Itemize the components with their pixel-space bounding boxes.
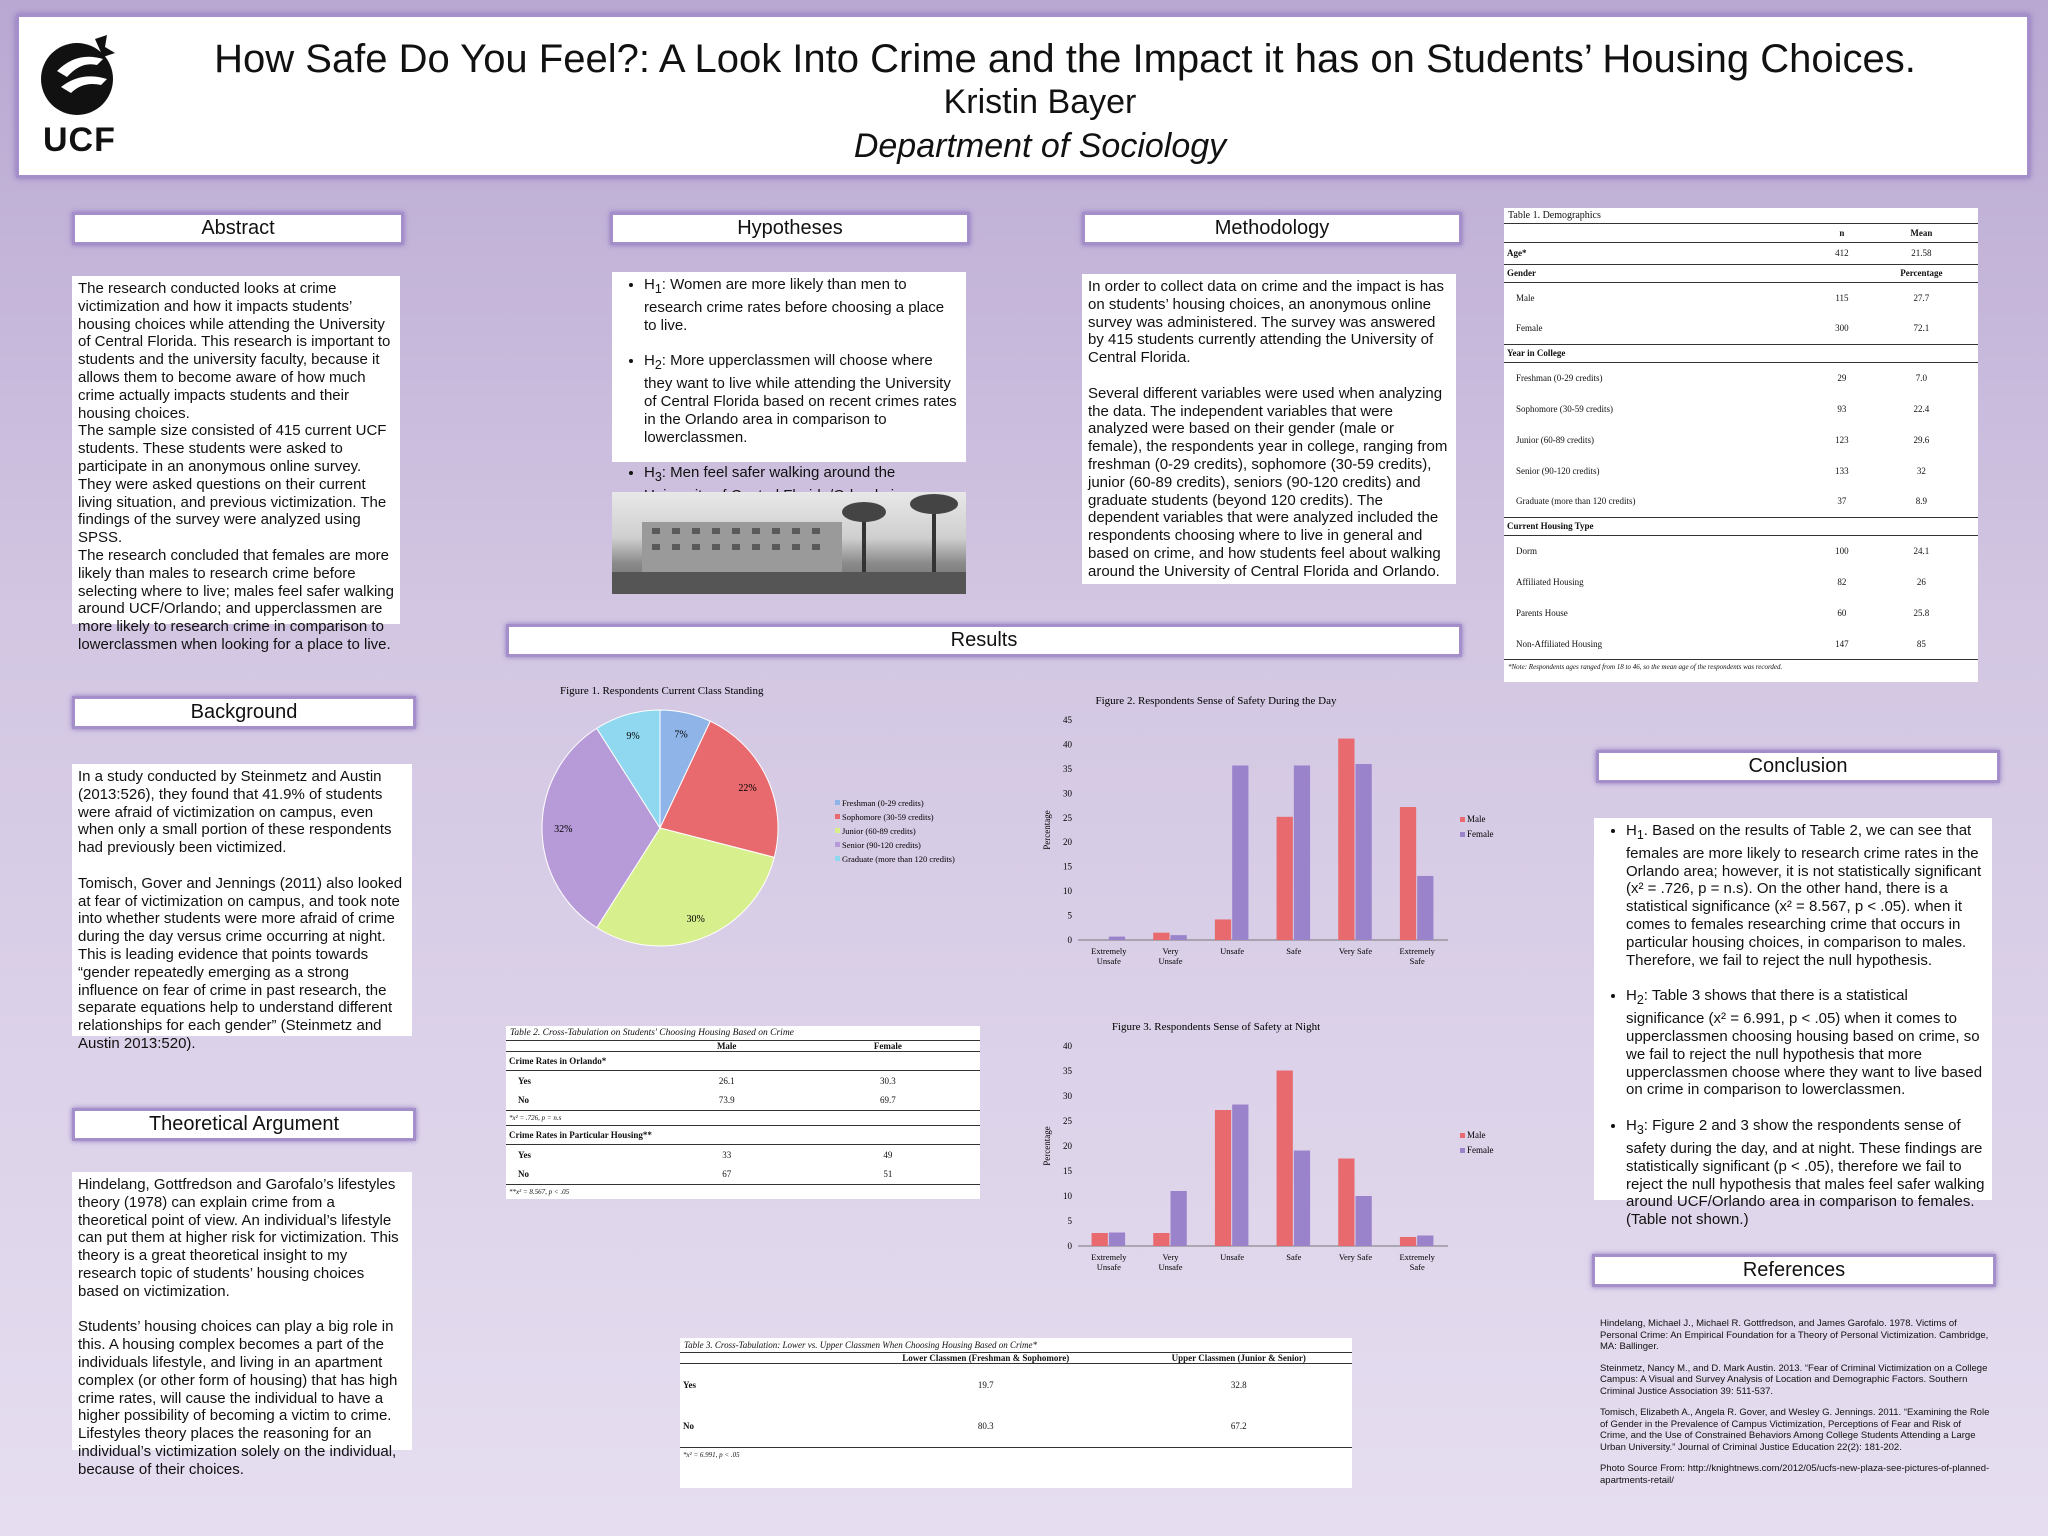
table2-row-label: No [518, 1169, 529, 1180]
figure2-legend-label: Male [1467, 814, 1486, 824]
figure3-category-label: Extremely [1091, 1252, 1127, 1262]
figure3-legend-swatch [1460, 1148, 1465, 1153]
table2-col-female: Female [873, 1041, 902, 1051]
figure3-category-label: Safe [1286, 1252, 1302, 1262]
abstract-text [72, 276, 400, 653]
table2-group2-note: **x² = 8.567, p < .05 [509, 1188, 570, 1196]
figure3-bar [1092, 1233, 1108, 1246]
table1-cell: 147 [1835, 638, 1849, 649]
figure1-pie-chart [540, 678, 1000, 968]
table3-col-lower: Lower Classmen (Freshman & Sophomore) [902, 1353, 1070, 1363]
figure2-bar [1215, 919, 1231, 940]
ucf-logo [29, 31, 129, 161]
table1-row-label: Affiliated Housing [1516, 576, 1584, 587]
figure3-category-label: Very Safe [1338, 1252, 1373, 1262]
figure3-bar [1232, 1105, 1248, 1247]
hypotheses-item-text: : Men feel safer walking around the [661, 464, 896, 482]
table1-cell: 100 [1835, 545, 1849, 556]
hypotheses-heading: Hypotheses [610, 212, 970, 245]
table2-group1-label: Crime Rates in Orlando* [509, 1056, 607, 1066]
figure2-category-label: Safe [1286, 946, 1302, 956]
table2-cell: 30.3 [880, 1075, 896, 1086]
conclusion-list [1600, 822, 1986, 1229]
table1-caption: Table 1. Demographics [1504, 208, 1978, 224]
legend-swatch [835, 800, 840, 805]
table1-cell: 72.1 [1913, 323, 1930, 334]
table1-age-label: Age* [1507, 248, 1527, 258]
figure3-legend-swatch [1460, 1133, 1465, 1138]
figure3-legend-label: Female [1467, 1145, 1494, 1155]
figure3-category-label: Very [1162, 1252, 1179, 1262]
table3-caption: Table 3. Cross-Tabulation: Lower vs. Upper Classmen When Choosing Housing Based on Crime* [680, 1338, 1352, 1353]
figure3-bar [1153, 1233, 1169, 1246]
figure2-category-label: Very [1162, 946, 1179, 956]
figure2-category-label: Very Safe [1338, 946, 1373, 956]
pie-slice-label: 22% [738, 782, 757, 794]
figure3-bar [1356, 1196, 1372, 1246]
figure2-category-label: Extremely [1399, 946, 1435, 956]
table1-group-label: Current Housing Type [1507, 521, 1594, 531]
figure3-ylabel: Percentage [1042, 1126, 1052, 1166]
figure3-bar [1417, 1236, 1433, 1247]
figure3-category-label: Unsafe [1158, 1262, 1183, 1272]
figure2-bar [1109, 937, 1125, 940]
figure2-ytick: 0 [1067, 935, 1072, 945]
table1-cell: 29 [1837, 372, 1847, 383]
legend-swatch [835, 828, 840, 833]
reference-item: Hindelang, Michael J., Michael R. Gottfredson, and James Garofalo. 1978. Victims of Personal Crime: An Empirical Foundation for a Theory of Personal Victimization. Cambridge, MA: Ballinger. [1600, 1318, 1989, 1352]
poster-author: Kristin Bayer [943, 83, 1137, 121]
figure2 [1036, 690, 1516, 990]
figure3-bar-chart [1036, 1016, 1516, 1296]
legend-swatch [835, 856, 840, 861]
figure2-ytick: 35 [1063, 763, 1072, 774]
table1-row-label: Freshman (0-29 credits) [1516, 372, 1603, 383]
conclusion-item-text: : Table 3 shows that there is a statistical significance (x² = 6.991, p < .05) when it comes to upperclassmen choosing housing based on crime, so we fail to reject the null hypothesis that more upperclassmen choose where they want to live based on crime in comparison to lowerclassmen. [1626, 987, 1983, 1099]
apartment-photo [612, 492, 966, 594]
figure3-bar [1109, 1233, 1125, 1247]
pegasus-logo-icon [37, 31, 127, 121]
hypotheses-list [618, 276, 960, 523]
table3-cell: 80.3 [977, 1421, 994, 1432]
table2-cell: 49 [883, 1149, 893, 1160]
hypotheses-item [644, 352, 960, 446]
poster-department: Department of Sociology [853, 127, 1227, 165]
pie-slice-label: 30% [686, 913, 705, 925]
table2-cell: 26.1 [718, 1075, 735, 1086]
conclusion-item-text: : Figure 2 and 3 show the respondents sense of safety during the day, and at night. These findings are statistically significant (p < .05), therefore we fail to reject the null hypothesis that males feel safer walking around UCF/Orlando area in comparison to females. (Table not shown.) [1626, 1117, 1985, 1229]
theory-text [72, 1172, 412, 1478]
legend-label: Junior (60-89 credits) [842, 826, 916, 836]
table2-group1-note: *x² = .726, p = n.s [509, 1114, 562, 1122]
figure2-ytick: 45 [1063, 715, 1072, 725]
figure2-category-label: Safe [1409, 956, 1425, 966]
methodology-text [1082, 274, 1456, 584]
results-heading: Results [506, 624, 1462, 657]
references-heading: References [1592, 1254, 1996, 1287]
conclusion-item-text: . Based on the results of Table 2, we can see that females are more likely to research crime rates in the Orlando area; however, it is not statistically significant (x² = .726, p = n.s). On the other hand, there is a statistical significance (x² = 8.567, p < .05). when it comes to females researching crime that occurs in particular housing choices, in comparison to males. Therefore, we fail to reject the null hypothesis. [1626, 822, 1982, 969]
hypotheses-item [644, 276, 960, 334]
references-list [1600, 1318, 1990, 1496]
conclusion-item [1626, 987, 1986, 1099]
figure2-ytick: 25 [1063, 812, 1072, 823]
table1-col-mean: Mean [1910, 227, 1933, 238]
table1-cell: 93 [1837, 403, 1847, 414]
table3-cell: 32.8 [1230, 1379, 1247, 1390]
hypotheses-item-text: : More upperclassmen will choose where they want to live while attending the University of Central Florida based on recent crimes rates in the Orlando area in comparison to lowerclassmen. [644, 352, 957, 446]
conclusion-text [1594, 818, 1992, 1229]
background-heading: Background [72, 696, 416, 729]
hypotheses-item-subscript: 2 [654, 358, 662, 373]
table1-cell: 7.0 [1915, 372, 1927, 383]
table1-grid [1504, 224, 1978, 659]
conclusion-heading: Conclusion [1596, 750, 2000, 783]
reference-item: Steinmetz, Nancy M., and D. Mark Austin. 2013. “Fear of Criminal Victimization on a College Campus: A Visual and Survey Analysis of Location and Demographic Factors. Southern Criminal Justice Association 39: 511-537. [1600, 1362, 1988, 1397]
figure2-category-label: Unsafe [1220, 946, 1245, 956]
table1-cell: 82 [1837, 576, 1847, 587]
figure3-bar [1277, 1071, 1293, 1247]
figure3-bar [1215, 1110, 1231, 1246]
table1-cell: 123 [1835, 434, 1849, 445]
table1-cell [1504, 224, 1819, 242]
figure2-ytick: 15 [1063, 861, 1072, 872]
figure3-bar [1338, 1159, 1354, 1247]
figure2-category-label: Extremely [1091, 946, 1127, 956]
background-text [72, 764, 412, 1052]
table2-row-label: Yes [518, 1149, 531, 1160]
figure2-bar [1417, 876, 1433, 940]
table1-cell: 37 [1837, 496, 1847, 507]
figure3-ytick: 0 [1067, 1241, 1072, 1251]
figure3-category-label: Unsafe [1220, 1252, 1245, 1262]
table1-cell: 60 [1837, 607, 1847, 618]
legend-label: Sophomore (30-59 credits) [842, 812, 934, 822]
hypotheses-item-prefix: H [644, 276, 655, 293]
figure3-category-label: Extremely [1399, 1252, 1435, 1262]
figure3-bar [1171, 1191, 1187, 1246]
table1-cell: 25.8 [1913, 607, 1930, 618]
table2-group2-label: Crime Rates in Particular Housing** [509, 1130, 652, 1140]
figure3-title: Figure 3. Respondents Sense of Safety at Night [1111, 1021, 1321, 1033]
hypotheses-item-subscript: 1 [654, 282, 662, 296]
conclusion-item [1626, 822, 1986, 969]
figure3-legend-label: Male [1467, 1130, 1486, 1140]
table3-row-label: Yes [683, 1379, 696, 1390]
hypotheses-item-prefix: H [644, 352, 655, 370]
table2-cell: 69.7 [880, 1095, 896, 1106]
table2-caption: Table 2. Cross-Tabulation on Students' Choosing Housing Based on Crime [506, 1026, 980, 1041]
table1-row-label: Non-Affiliated Housing [1516, 638, 1603, 649]
pie-slice-label: 9% [626, 731, 640, 743]
figure3 [1036, 1016, 1516, 1296]
table1-cell: 32 [1916, 465, 1926, 476]
figure3-ytick: 35 [1063, 1066, 1072, 1076]
table1-col-pct: Percentage [1900, 268, 1943, 278]
table1-cell: 85 [1916, 638, 1926, 649]
poster-header [16, 14, 2030, 178]
figure3-ytick: 20 [1063, 1141, 1072, 1151]
figure2-category-label: Unsafe [1158, 956, 1183, 966]
figure2-bar [1294, 765, 1310, 940]
table2-row-label: Yes [518, 1075, 531, 1086]
figure2-bar [1153, 933, 1169, 940]
poster-title: How Safe Do You Feel?: A Look Into Crime and the Impact it has on Students’ Housing Choices. [214, 37, 1916, 81]
figure3-category-label: Safe [1409, 1262, 1425, 1272]
table2-cell: 51 [883, 1169, 893, 1180]
figure1 [540, 678, 1000, 968]
table1-cell: 29.6 [1913, 434, 1930, 445]
conclusion-item-subscript: 3 [1636, 1123, 1644, 1138]
table3-cell: 67.2 [1230, 1421, 1247, 1432]
figure2-category-label: Unsafe [1096, 956, 1121, 966]
figure2-ytick: 30 [1063, 788, 1072, 799]
legend-label: Senior (90-120 credits) [842, 840, 921, 850]
table2-cell: 73.9 [718, 1095, 735, 1106]
table1-cell: 412 [1835, 248, 1849, 258]
figure2-ytick: 40 [1063, 739, 1072, 750]
theory-heading: Theoretical Argument [72, 1108, 416, 1141]
figure2-legend-label: Female [1467, 829, 1494, 839]
legend-label: Graduate (more than 120 credits) [842, 854, 955, 864]
theory-body: Hindelang, Gottfredson and Garofalo’s lifestyles theory (1978) can explain crime from a theoretical point of view. An individual’s lifestyle can put them at higher risk for victimization. This theory is a great theoretical insight to my research topic of students’ housing choices based on victimization. Students’ housing choices can play a big role in this. A housing complex becomes a part of the individuals lifestyle, and living in an apartment complex (or other form of housing) that has high crime rates, will cause the individual to have a higher possibility of becoming a victim to crime. Lifestyles theory places the reasoning for an individual’s victimization solely on the individual, because of their choices. [78, 1176, 399, 1478]
table1-cell: 22.4 [1913, 403, 1930, 414]
figure3-ytick: 40 [1063, 1041, 1072, 1051]
table1-row-label: Dorm [1516, 545, 1537, 556]
figure2-ytick: 5 [1067, 910, 1072, 921]
legend-swatch [835, 842, 840, 847]
figure3-bar [1400, 1237, 1416, 1246]
conclusion-item-prefix: H [1626, 1117, 1637, 1135]
figure2-bar [1277, 817, 1293, 940]
figure2-bar-chart [1036, 690, 1516, 990]
hypotheses-item-prefix: H [644, 464, 655, 482]
figure2-legend-swatch [1460, 832, 1465, 837]
table2-cell: 67 [722, 1169, 732, 1180]
table1-cell [1819, 264, 1865, 282]
table1-row-label: Junior (60-89 credits) [1516, 434, 1594, 445]
table3-col-upper: Upper Classmen (Junior & Senior) [1171, 1353, 1306, 1363]
table1-cell: 8.9 [1915, 496, 1927, 507]
figure3-ytick: 25 [1063, 1116, 1072, 1126]
figure2-ylabel: Percentage [1042, 810, 1052, 850]
table1-row-label: Male [1516, 292, 1535, 303]
table1-group-label: Year in College [1507, 348, 1566, 358]
table1-row-label: Graduate (more than 120 credits) [1516, 496, 1636, 507]
table1-cell: 26 [1916, 576, 1926, 587]
table1-cell: 24.1 [1913, 545, 1930, 556]
table1-row-label: Female [1516, 323, 1543, 334]
table3 [680, 1338, 1352, 1488]
reference-item: Photo Source From: http://knightnews.com/2012/05/ucfs-new-plaza-see-pictures-of-planned-apartments-retail/ [1600, 1463, 1990, 1486]
table1-row-label: Parents House [1516, 607, 1568, 618]
table3-grid [680, 1353, 1352, 1462]
table2-cell: 33 [722, 1149, 732, 1160]
hypotheses-text [612, 272, 966, 485]
figure2-title: Figure 2. Respondents Sense of Safety During the Day [1095, 695, 1337, 707]
conclusion-item-prefix: H [1626, 822, 1637, 839]
pie-slice-label: 32% [554, 824, 573, 835]
table2-grid [506, 1041, 980, 1199]
table1-row-label: Senior (90-120 credits) [1516, 465, 1600, 476]
figure2-bar [1400, 807, 1416, 940]
figure2-bar [1232, 765, 1248, 940]
figure3-category-label: Unsafe [1096, 1262, 1121, 1272]
table1-group-label: Gender [1507, 268, 1536, 278]
figure2-bar [1356, 764, 1372, 940]
figure2-ytick: 20 [1063, 837, 1072, 848]
abstract-body: The research conducted looks at crime victimization and how it impacts students’ housing choices while attending the University of Central Florida. This research is important to students and the university faculty, because it allows them to become aware of how much crime actually impacts students and their housing choices. The sample size consisted of 415 current UCF students. These students were asked to participate in an anonymous online survey. They were asked questions on their current living situation, and previous victimization. The findings of the survey were analyzed using SPSS. The research concluded that females are more likely than males to research crime before selecting where to live; males feel safer walking around UCF/Orlando; and upperclassmen are more likely to research crime in comparison to lowerclassmen when looking for a place to live. [78, 280, 394, 653]
logo-text: UCF [43, 121, 116, 159]
table1-row-label: Sophomore (30-59 credits) [1516, 403, 1613, 414]
table1-cell: 133 [1835, 465, 1849, 476]
table2-col-male: Male [716, 1041, 737, 1051]
figure3-bar [1294, 1151, 1310, 1247]
figure3-ytick: 10 [1063, 1191, 1072, 1201]
pie-slice-label: 7% [674, 729, 688, 741]
figure3-ytick: 15 [1063, 1166, 1072, 1176]
abstract-heading: Abstract [72, 212, 404, 245]
table2 [506, 1026, 980, 1199]
table1-cell: 21.58 [1911, 248, 1932, 258]
legend-swatch [835, 814, 840, 819]
hypotheses-item-text: : Women are more likely than men to research crime rates before choosing a place to live. [644, 276, 945, 334]
table1-cell: 300 [1835, 323, 1849, 334]
figure3-ytick: 5 [1067, 1216, 1072, 1226]
methodology-body: In order to collect data on crime and the impact is has on students’ housing choices, an anonymous online survey was administered. The survey was answered by 415 students currently attending the University of Central Florida. Several different variables were used when analyzing the data. The independent variables that were analyzed were based on their gender (male or female), the respondents year in college, ranging from freshman (0-29 credits), sophomore (30-59 credits), junior (60-89 credits), seniors (90-120 credits) and graduate students (beyond 120 credits). The dependent variables that were analyzed included the respondents choosing where to live in general and based on crime, and how students feel about walking around the University of Central Florida and Orlando. [1088, 278, 1448, 580]
reference-item: Tomisch, Elizabeth A., Angela R. Gover, and Wesley G. Jennings. 2011. “Examining the Role of Gender in the Prevalence of Campus Victimization, Perceptions of Fear and Risk of Crime, and the Use of Constrained Behaviors Among College Students Attending a Large Urban University.” Journal of Criminal Justice Education 22(2): 181-202. [1600, 1407, 1990, 1453]
table3-cell: 19.7 [977, 1379, 994, 1390]
background-body: In a study conducted by Steinmetz and Austin (2013:526), they found that 41.9% of students were afraid of victimization on campus, even when only a small portion of these respondents had previously been victimized. Tomisch, Gover and Jennings (2011) also looked at fear of victimization on campus, and took note into whether students were more afraid of crime during the day versus crime occurring at night. This is leading evidence that points towards “gender repeatedly emerging as a strong influence on fear of crime in past research, the separate equations help to understand different relationships for each gender” (Steinmetz and Austin 2013:520). [78, 768, 403, 1052]
figure2-bar [1338, 739, 1354, 940]
figure2-bar [1171, 935, 1187, 940]
figure2-ytick: 10 [1063, 886, 1072, 897]
figure2-legend-swatch [1460, 817, 1465, 822]
table1 [1504, 208, 1978, 682]
figure3-ytick: 30 [1063, 1091, 1072, 1101]
legend-label: Freshman (0-29 credits) [842, 798, 924, 808]
table3-row-label: No [683, 1421, 694, 1432]
table1-cell: 115 [1835, 292, 1849, 303]
hypotheses-item-subscript: 3 [654, 470, 662, 485]
table1-col-n: n [1839, 227, 1845, 238]
figure1-title: Figure 1. Respondents Current Class Standing [560, 685, 764, 697]
table3-note: *x² = 6.991, p < .05 [683, 1451, 740, 1459]
conclusion-item-subscript: 2 [1636, 993, 1644, 1008]
methodology-heading: Methodology [1082, 212, 1462, 245]
table1-cell: 27.7 [1913, 292, 1930, 303]
conclusion-item [1626, 1117, 1986, 1229]
conclusion-item-prefix: H [1626, 987, 1637, 1005]
table1-note: *Note: Respondents ages ranged from 18 to 46, so the mean age of the respondents was recorded. [1504, 659, 1978, 674]
conclusion-item-subscript: 1 [1636, 828, 1644, 842]
table2-row-label: No [518, 1095, 529, 1106]
